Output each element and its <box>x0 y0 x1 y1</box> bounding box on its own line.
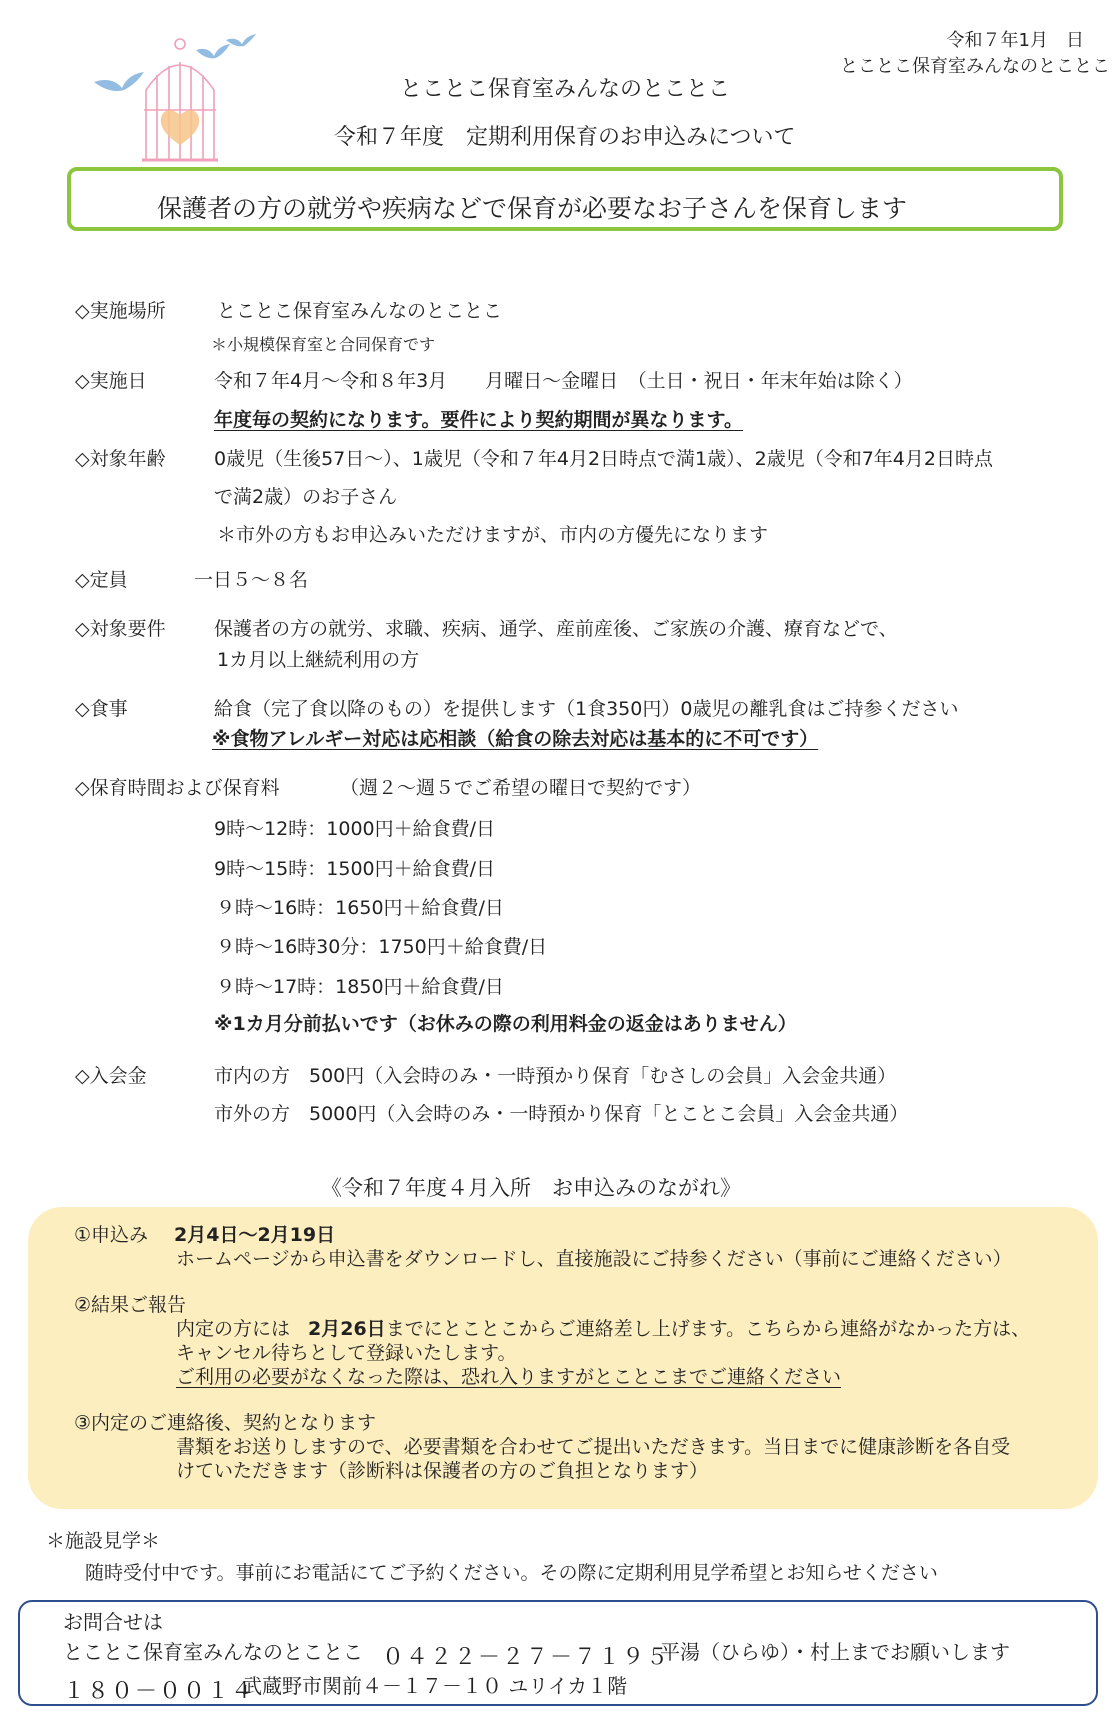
contact-phone: ０４２２－２７－７１９５ <box>382 1645 671 1670</box>
meal-value: 給食（完了食以降のもの）を提供します（1食350円）0歳児の離乳食はご持参ください <box>214 698 959 720</box>
bird-icon <box>226 34 256 46</box>
step1-dates: 2月4日～2月19日 <box>174 1224 336 1246</box>
age-label: ◇対象年齢 <box>75 448 166 470</box>
fees-label: ◇保育時間および保育料 <box>75 777 280 799</box>
issue-date: 令和７年1月 日 <box>946 30 1084 51</box>
fee-row: 9時～15時：1500円＋給食費/日 <box>214 858 496 880</box>
step3-label: ③内定のご連絡後、契約となります <box>74 1412 377 1434</box>
step3-line1: 書類をお送りしますので、必要書類を合わせてご提出いただきます。当日までに健康診断を各自受 <box>176 1436 1011 1458</box>
step2-line2: キャンセル待ちとして登録いたします。 <box>176 1342 517 1364</box>
page-subtitle: 令和７年度 定期利用保育のお申込みについて <box>334 125 796 150</box>
meal-label: ◇食事 <box>75 698 128 720</box>
bird-icon <box>94 72 144 91</box>
flow-title: 《令和７年度４月入所 お申込みのながれ》 <box>321 1176 741 1200</box>
requirements-line2: 1カ月以上継続利用の方 <box>217 649 420 671</box>
days-label: ◇実施日 <box>75 370 147 392</box>
birdcage-illustration <box>86 20 266 170</box>
step2-line1 <box>176 1320 1030 1339</box>
heart-icon <box>161 110 199 145</box>
requirements-label: ◇対象要件 <box>75 618 166 640</box>
contact-title: お問合せは <box>63 1610 163 1634</box>
age-note: ＊市外の方もお申込みいただけますが、市内の方優先になります <box>217 524 769 546</box>
fees-note: （週２～週５でご希望の曜日で契約です） <box>340 777 702 799</box>
page-title: とことこ保育室みんなのとことこ <box>400 77 731 102</box>
entry-fee-label: ◇入会金 <box>75 1065 147 1087</box>
fee-row: ９時～17時：1850円＋給食費/日 <box>216 976 504 998</box>
entry-fee-line1: 市内の方 500円（入会時のみ・一時預かり保育「むさしの会員」入会金共通） <box>214 1065 897 1087</box>
days-emphasis: 年度毎の契約になります。要件により契約期間が異なります。 <box>214 409 743 431</box>
header-org-name: とことこ保育室みんなのとことこ <box>840 56 1110 77</box>
place-note: ＊小規模保育室と合同保育です <box>211 335 436 354</box>
step2-label: ②結果ご報告 <box>74 1294 187 1316</box>
meal-emphasis: ※食物アレルギー対応は応相談（給食の除去対応は基本的に不可です） <box>212 728 819 750</box>
step2-prefix: 内定の方には <box>176 1318 291 1340</box>
capacity-value: 一日５～８名 <box>194 569 309 591</box>
step2-suffix: までにとことこからご連絡差し上げます。こちらから連絡がなかった方は、 <box>385 1318 1031 1340</box>
visit-title: ＊施設見学＊ <box>46 1530 161 1552</box>
contact-persons: 平湯（ひらゆ）・村上までお願いします <box>660 1640 1010 1664</box>
contact-box <box>18 1600 1098 1706</box>
fee-row: 9時～12時：1000円＋給食費/日 <box>214 818 496 840</box>
step1-text: ホームページから申込書をダウンロードし、直接施設にご持参ください（事前にご連絡ください） <box>176 1248 1012 1270</box>
step2-line3: ご利用の必要がなくなった際は、恐れ入りますがとことこまでご連絡ください <box>176 1366 842 1388</box>
bird-icon <box>196 44 230 58</box>
step2-date: 2月26日 <box>308 1318 386 1340</box>
contact-postal: １８０－００１４ <box>63 1679 256 1704</box>
place-label: ◇実施場所 <box>75 300 166 322</box>
capacity-label: ◇定員 <box>75 569 128 591</box>
entry-fee-line2: 市外の方 5000円（入会時のみ・一時預かり保育「とことこ会員」入会金共通） <box>214 1103 909 1125</box>
days-value: 令和７年4月～令和８年3月 月曜日～金曜日 （土日・祝日・年末年始は除く） <box>214 370 913 392</box>
contact-address: 武蔵野市関前４－１７－１０ ユリイカ１階 <box>242 1674 628 1698</box>
age-line2: で満2歳）のお子さん <box>214 486 398 508</box>
banner-text: 保護者の方の就労や疾病などで保育が必要なお子さんを保育します <box>157 194 908 223</box>
banner-box <box>67 167 1063 231</box>
age-line1: 0歳児（生後57日～）、1歳児（令和７年4月2日時点で満1歳）、2歳児（令和7年4月2日時点 <box>214 448 993 470</box>
fee-row: ９時～16時30分：1750円＋給食費/日 <box>216 936 548 958</box>
requirements-line1: 保護者の方の就労、求職、疾病、通学、産前産後、ご家族の介護、療育などで、 <box>214 618 898 640</box>
visit-text: 随時受付中です。事前にお電話にてご予約ください。その際に定期利用見学希望とお知らせください <box>85 1562 938 1584</box>
step1-label: ①申込み <box>74 1224 149 1246</box>
place-value: とことこ保育室みんなのとことこ <box>217 300 503 322</box>
fees-emphasis: ※1カ月分前払いです（お休みの際の利用料金の返金はありません） <box>214 1013 797 1035</box>
fee-row: ９時～16時：1650円＋給食費/日 <box>216 897 504 919</box>
contact-org: とことこ保育室みんなのとことこ <box>63 1640 363 1664</box>
step3-line2: けていただきます（診断料は保護者の方のご負担となります） <box>176 1460 709 1482</box>
